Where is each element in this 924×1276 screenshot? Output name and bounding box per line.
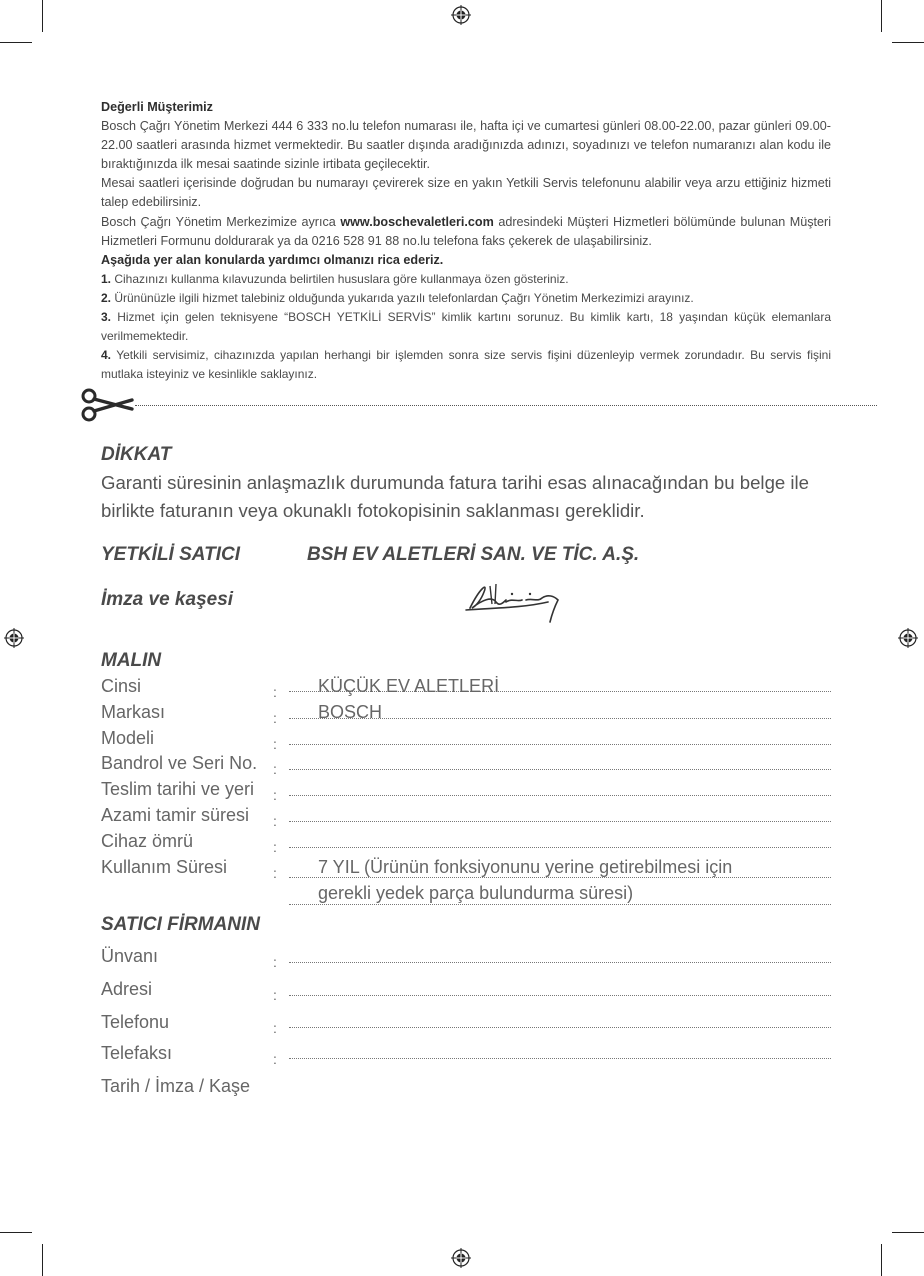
- field-label: Teslim tarihi ve yeri: [101, 779, 255, 799]
- crop-mark: [881, 1244, 882, 1276]
- delivery-field[interactable]: [289, 795, 831, 796]
- signature-icon: [462, 578, 566, 624]
- field-label: Markası: [101, 702, 166, 722]
- item-number: 4.: [101, 348, 112, 363]
- field-label: Bandrol ve Seri No.: [101, 753, 258, 773]
- item-text: Cihazınızı kullanma kılavuzunda belirtilen hususlara göre kullanmaya özen gösteriniz.: [111, 271, 569, 286]
- registration-mark-icon: [4, 628, 24, 648]
- field-label: Telefaksı: [101, 1043, 173, 1063]
- crop-mark: [0, 42, 32, 43]
- usage-period-value[interactable]: 7 YIL (Ürünün fonksiyonunu yerine getirebilmesi için: [318, 857, 733, 877]
- field-label: Adresi: [101, 979, 153, 999]
- company-section-title: SATICI FİRMANIN: [101, 914, 261, 935]
- item-text: Yetkili servisimiz, cihazınızda yapılan herhangi bir işlemden sonra size servis fişini düzenleyip vermek zorundadır. Bu servis fişini mutlaka isteyiniz ve kesinlikle saklayınız.: [101, 348, 831, 382]
- field-colon: :: [273, 787, 277, 803]
- field-colon: :: [273, 987, 277, 1003]
- field-colon: :: [273, 954, 277, 970]
- crop-mark: [0, 1232, 32, 1233]
- warning-text: Garanti süresinin anlaşmazlık durumunda fatura tarihi esas alınacağından bu belge ile birlikte faturanın veya okunaklı fotokopisinin saklanması gereklidir.: [101, 472, 810, 521]
- crop-mark: [42, 1244, 43, 1276]
- address-field[interactable]: [289, 995, 831, 996]
- registration-mark-icon: [451, 5, 471, 25]
- field-colon: :: [273, 839, 277, 855]
- intro-text: adresindeki Müşteri Hizmetleri bölümünde bulunan Müşteri Hizmetleri Formunu doldurarak ya da 0216 528 91 88 no.lu telefona faks çekerek de ulaşabilirsiniz.: [101, 214, 832, 248]
- field-colon: :: [273, 865, 277, 881]
- seller-label: YETKİLİ SATICI: [101, 544, 240, 565]
- registration-mark-icon: [451, 1248, 471, 1268]
- intro-subheading: Aşağıda yer alan konularda yardımcı olmanızı rica ederiz.: [101, 252, 444, 267]
- field-colon: :: [273, 813, 277, 829]
- field-label: Kullanım Süresi: [101, 857, 228, 877]
- usage-period-value-continued[interactable]: gerekli yedek parça bulundurma süresi): [318, 883, 634, 903]
- field-label: Azami tamir süresi: [101, 805, 250, 825]
- product-section-title: MALIN: [101, 650, 162, 671]
- list-item: [101, 289, 831, 308]
- warning-title: DİKKAT: [101, 444, 172, 465]
- customer-info-block: [101, 98, 831, 384]
- crop-mark: [42, 0, 43, 32]
- field-label: Telefonu: [101, 1012, 170, 1032]
- intro-heading: Değerli Müşterimiz: [101, 100, 213, 114]
- list-item: [101, 270, 831, 289]
- date-signature-stamp-label: Tarih / İmza / Kaşe: [101, 1076, 251, 1096]
- cut-line: [135, 405, 877, 406]
- intro-paragraph: Mesai saatleri içerisinde doğrudan bu numarayı çevirerek size en yakın Yetkili Servis telefonunu alabilir veya arzu ettiğiniz hizmeti talep edebilirsiniz.: [101, 176, 831, 210]
- field-colon: :: [273, 1020, 277, 1036]
- field-label: Cinsi: [101, 676, 142, 696]
- intro-paragraph: [101, 213, 831, 251]
- signature-label: İmza ve kaşesi: [101, 589, 234, 610]
- field-colon: :: [273, 761, 277, 777]
- list-item: [101, 346, 831, 384]
- registration-mark-icon: [898, 628, 918, 648]
- model-field[interactable]: [289, 744, 831, 745]
- lifetime-field[interactable]: [289, 847, 831, 848]
- field-label: Cihaz ömrü: [101, 831, 194, 851]
- field-colon: :: [273, 736, 277, 752]
- crop-mark: [881, 0, 882, 32]
- website-link[interactable]: www.boschevaletleri.com: [340, 214, 494, 229]
- seller-name: BSH EV ALETLERİ SAN. VE TİC. A.Ş.: [307, 544, 640, 565]
- company-name-field[interactable]: [289, 962, 831, 963]
- field-colon: :: [273, 710, 277, 726]
- fax-field[interactable]: [289, 1058, 831, 1059]
- item-number: 3.: [101, 310, 112, 325]
- crop-mark: [892, 1232, 924, 1233]
- product-type-value[interactable]: KÜÇÜK EV ALETLERİ: [318, 676, 500, 696]
- list-item: [101, 308, 831, 346]
- item-text: Hizmet için gelen teknisyene “BOSCH YETKİLİ SERVİS” kimlik kartını sorunuz. Bu kimlik kartı, 18 yaşından küçük elemanlara verilmemektedir.: [101, 310, 831, 344]
- brand-value[interactable]: BOSCH: [318, 702, 383, 722]
- item-text: Ürününüzle ilgili hizmet talebiniz olduğunda yukarıda yazılı telefonlardan Çağrı Yönetim Merkezimizi arayınız.: [111, 290, 694, 305]
- item-number: 1.: [101, 271, 112, 286]
- field-label: Modeli: [101, 728, 155, 748]
- item-number: 2.: [101, 290, 112, 305]
- field-line: [289, 904, 831, 905]
- intro-text: Bosch Çağrı Yönetim Merkezimize ayrıca: [101, 214, 341, 229]
- serial-number-field[interactable]: [289, 769, 831, 770]
- crop-mark: [892, 42, 924, 43]
- intro-paragraph: Bosch Çağrı Yönetim Merkezi 444 6 333 no.lu telefon numarası ile, hafta içi ve cumartesi günleri 08.00-22.00, pazar günleri 09.00-22.00 saatleri arasında hizmet vermektedir. Bu saatler dışında aradığınızda adınızı, soyadınızı ve telefon numaranızı alan kodu ile bıraktığınızda ilk mesai saatinde sizinle irtibata geçilecektir.: [101, 119, 831, 172]
- field-colon: :: [273, 684, 277, 700]
- field-label: Ünvanı: [101, 946, 159, 966]
- field-colon: :: [273, 1051, 277, 1067]
- phone-field[interactable]: [289, 1027, 831, 1028]
- repair-time-field[interactable]: [289, 821, 831, 822]
- scissors-icon: [80, 388, 134, 422]
